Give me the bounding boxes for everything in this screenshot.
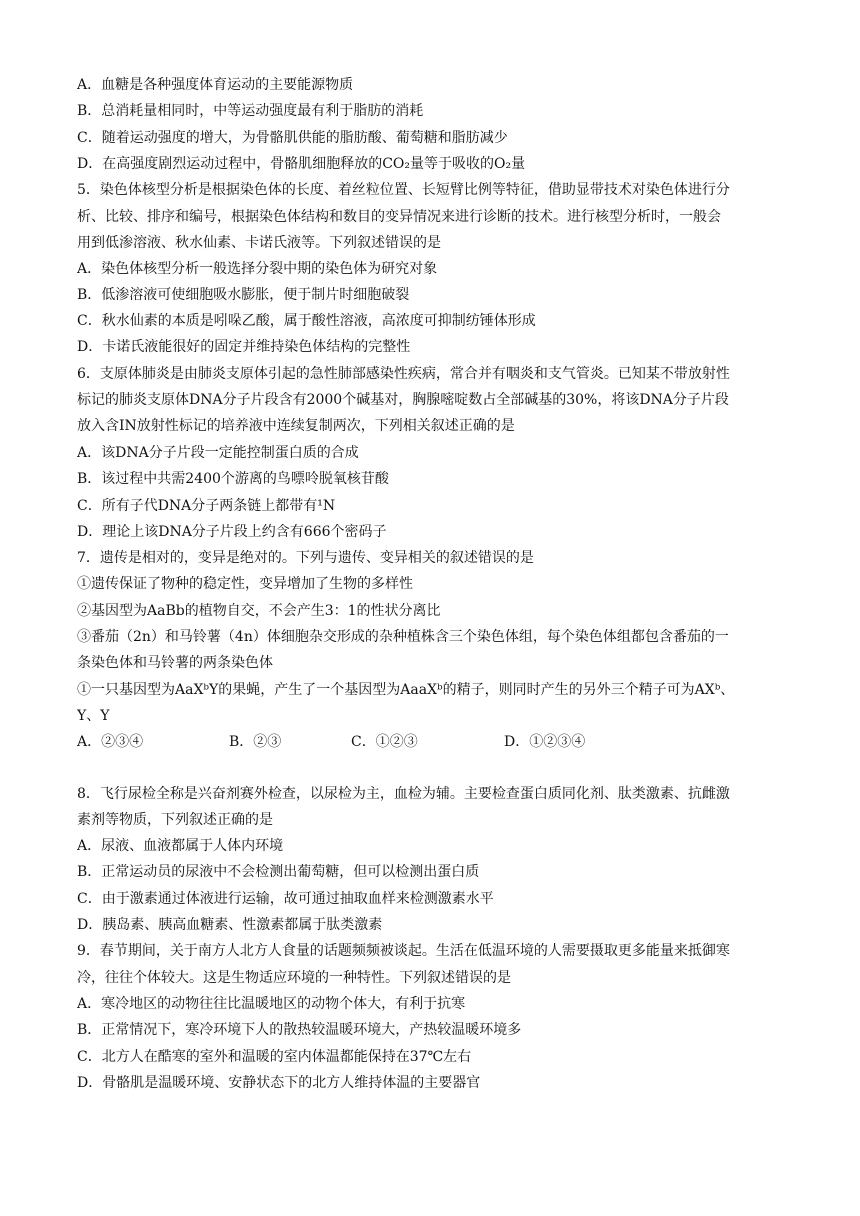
text-line-q9-l2: 冷，往往个体较大。这是生物适应环境的一种特性。下列叙述错误的是 — [77, 970, 511, 986]
text-line-q5-a: A．染色体核型分析一般选择分裂中期的染色体为研究对象 — [77, 261, 438, 277]
text-line-q6-a: A．该DNA分子片段一定能控制蛋白质的合成 — [77, 445, 359, 461]
text-line-q5-l2: 析、比较、排序和编号，根据染色体结构和数目的变异情况来进行诊断的技术。进行核型分析时，一般会 — [77, 209, 721, 225]
text-line-q7-l1: 7．遗传是相对的，变异是绝对的。下列与遗传、变异相关的叙述错误的是 — [77, 550, 534, 566]
text-line-q9-b: B．正常情况下，寒冷环境下人的散热较温暖环境大，产热较温暖环境多 — [77, 1022, 522, 1038]
text-line-q7-s3b: 条染色体和马铃薯的两条染色体 — [77, 655, 273, 671]
text-line-q8-d: D．胰岛素、胰高血糖素、性激素都属于肽类激素 — [77, 917, 383, 933]
text-line-q7-s2: ②基因型为AaBb的植物自交，不会产生3：1的性状分离比 — [77, 603, 441, 619]
text-line-q9-a: A．寒冷地区的动物往往比温暖地区的动物个体大，有利于抗寒 — [77, 996, 466, 1012]
text-line-q4-a: A．血糖是各种强度体育运动的主要能源物质 — [77, 77, 354, 93]
q7-answer-option: D．①②③④ — [504, 734, 586, 750]
text-line-q4-c: C．随着运动强度的增大，为骨骼肌供能的脂肪酸、葡萄糖和脂肪减少 — [77, 130, 508, 146]
text-line-q9-d: D．骨骼肌是温暖环境、安静状态下的北方人维持体温的主要器官 — [77, 1075, 481, 1091]
text-line-q6-d: D．理论上该DNA分子片段上约含有666个密码子 — [77, 524, 387, 540]
text-line-q9-l1: 9．春节期间，关于南方人北方人食量的话题频频被谈起。生活在低温环境的人需要摄取更多能量来抵御寒 — [77, 943, 730, 959]
text-line-q8-l2: 素剂等物质，下列叙述正确的是 — [77, 812, 273, 828]
text-line-q6-l3: 放入含IN放射性标记的培养液中连续复制两次，下列相关叙述正确的是 — [77, 418, 515, 434]
text-line-q8-l1: 8．飞行尿检全称是兴奋剂赛外检查，以尿检为主，血检为辅。主要检查蛋白质同化剂、肽类激素、抗雌激 — [77, 786, 730, 802]
text-line-q8-a: A．尿液、血液都属于人体内环境 — [77, 838, 284, 854]
text-line-q8-b: B．正常运动员的尿液中不会检测出葡萄糖，但可以检测出蛋白质 — [77, 864, 480, 880]
text-line-q5-c: C．秋水仙素的本质是吲哚乙酸，属于酸性溶液，高浓度可抑制纺锤体形成 — [77, 313, 536, 329]
text-line-q4-d: D．在高强度剧烈运动过程中，骨骼肌细胞释放的CO₂量等于吸收的O₂量 — [77, 156, 526, 172]
text-line-q7-s4b: Y、Y — [77, 708, 110, 724]
text-line-q7-s1: ①遗传保证了物种的稳定性，变异增加了生物的多样性 — [77, 576, 413, 592]
text-line-q4-b: B．总消耗量相同时，中等运动强度最有利于脂肪的消耗 — [77, 103, 424, 119]
text-line-q6-b: B．该过程中共需2400个游离的鸟嘌呤脱氧核苷酸 — [77, 471, 389, 487]
text-line-q7-s4a: ①一只基因型为AaXᵇY的果蝇，产生了一个基因型为AaaXᵇ的精子，则同时产生的另外三个精子可为AXᵇ、 — [77, 682, 735, 698]
text-line-q6-c: C．所有子代DNA分子两条链上都带有¹N — [77, 498, 336, 514]
text-line-q5-l3: 用到低渗溶液、秋水仙素、卡诺氏液等。下列叙述错误的是 — [77, 235, 441, 251]
text-line-q6-l2: 标记的肺炎支原体DNA分子片段含有2000个碱基对，胸腺嘧啶数占全部碱基的30%，将该DNA分子片段 — [77, 392, 729, 408]
text-line-q5-d: D．卡诺氏液能很好的固定并维持染色体结构的完整性 — [77, 339, 411, 355]
text-line-q8-c: C．由于激素通过体液进行运输，故可通过抽取血样来检测激素水平 — [77, 891, 494, 907]
q7-answer-options — [77, 733, 789, 751]
text-line-q9-c: C．北方人在酷寒的室外和温暖的室内体温都能保持在37℃左右 — [77, 1049, 472, 1065]
q7-answer-option: B．②③ — [229, 734, 282, 750]
text-line-q6-l1: 6．支原体肺炎是由肺炎支原体引起的急性肺部感染性疾病，常合并有咽炎和支气管炎。已知某不带放射性 — [77, 366, 730, 382]
text-line-q5-l1: 5．染色体核型分析是根据染色体的长度、着丝粒位置、长短臂比例等特征，借助显带技术对染色体进行分 — [77, 182, 730, 198]
text-line-q5-b: B．低渗溶液可使细胞吸水膨胀，便于制片时细胞破裂 — [77, 287, 410, 303]
exam-page — [0, 60, 860, 1190]
text-line-q7-s3a: ③番茄（2n）和马铃薯（4n）体细胞杂交形成的杂种植株含三个染色体组，每个染色体组都包含番茄的一 — [77, 629, 729, 645]
q7-answer-option: A．②③④ — [77, 734, 144, 750]
q7-answer-option: C．①②③ — [351, 734, 418, 750]
